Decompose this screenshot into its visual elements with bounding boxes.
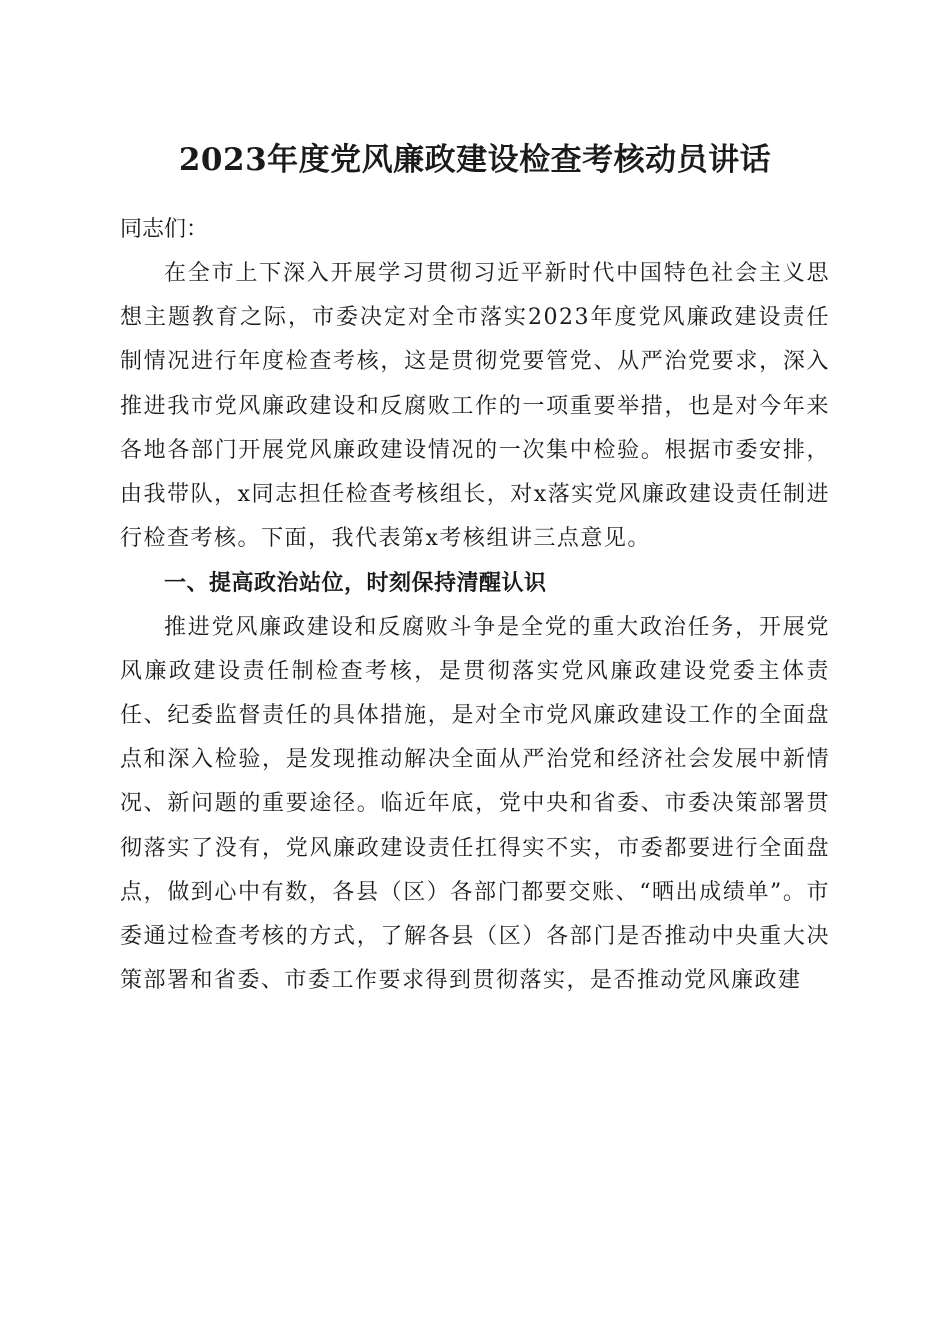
section-heading-1: 一、提高政治站位，时刻保持清醒认识 xyxy=(164,570,547,597)
document-title: 2023年度党风廉政建设检查考核动员讲话 xyxy=(178,142,772,178)
salutation: 同志们： xyxy=(120,217,209,242)
section-1-paragraph: 推进党风廉政建设和反腐败斗争是全党的重大政治任务，开展党风廉政建设责任制检查考核，是贯彻落实党风廉政建设党委主体责任、纪委监督责任的具体措施，是对全市党风廉政建设工作的全面盘点和深入检验，是发现推动解决全面从严治党和经济社会发展中新情况、新问题的重要途径。临近年底，党中央和省委、市委决策部署贯彻落实了没有，党风廉政建设责任扛得实不实，市委都要进行全面盘点，做到心中有数，各县（区）各部门都要交账、“晒出成绩单”。市委通过检查考核的方式，了解各县（区）各部门是否推动中央重大决策部署和省委、市委工作要求得到贯彻落实，是否推动党风廉政建 xyxy=(120,614,830,994)
document-body xyxy=(120,252,830,1003)
intro-paragraph: 在全市上下深入开展学习贯彻习近平新时代中国特色社会主义思想主题教育之际，市委决定对全市落实2023年度党风廉政建设责任制情况进行年度检查考核，这是贯彻党要管党、从严治党要求，深入推进我市党风廉政建设和反腐败工作的一项重要举措，也是对今年来各地各部门开展党风廉政建设情况的一次集中检验。根据市委安排，由我带队，x同志担任检查考核组长，对x落实党风廉政建设责任制进行检查考核。下面，我代表第x考核组讲三点意见。 xyxy=(120,261,830,552)
